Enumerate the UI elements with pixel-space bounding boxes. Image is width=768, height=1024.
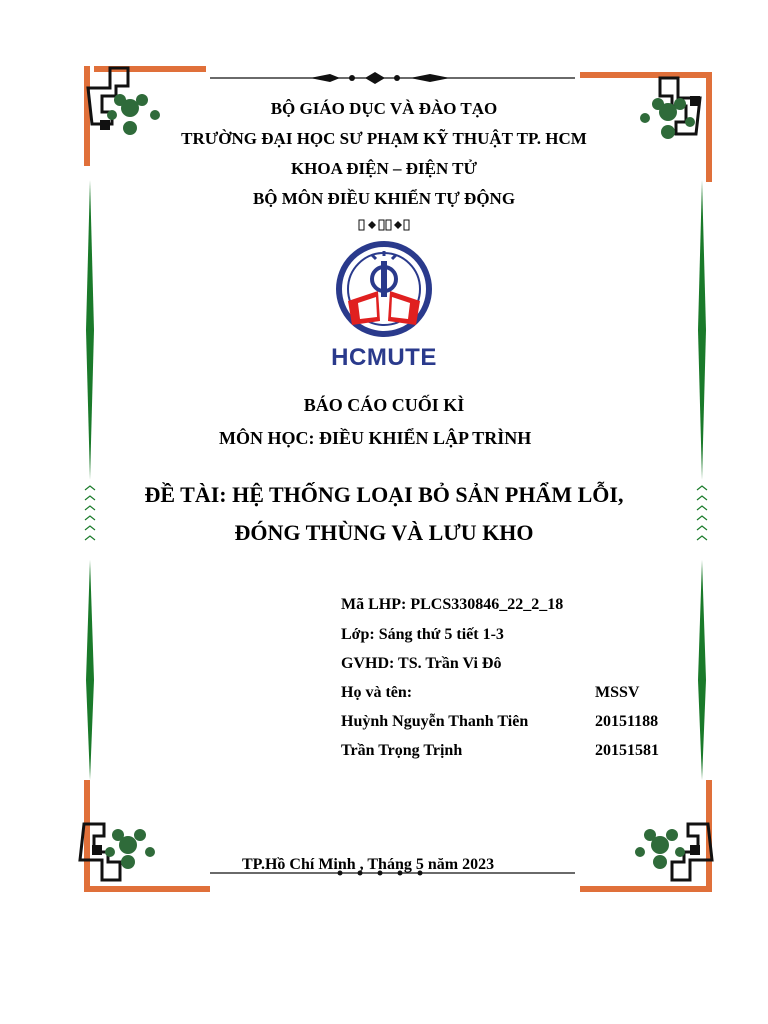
student-name: Trần Trọng Trịnh	[341, 742, 463, 759]
id-column-header: MSSV	[595, 684, 640, 701]
hcmute-emblem-icon	[328, 241, 440, 337]
hcmute-logo-text: HCMUTE	[331, 344, 437, 371]
university-name: TRƯỜNG ĐẠI HỌC SƯ PHẠM KỸ THUẬT TP. HCM	[181, 129, 587, 148]
class-time: Lớp: Sáng thứ 5 tiết 1-3	[341, 626, 504, 643]
top-ornament	[310, 72, 450, 84]
topic-title-line1: ĐỀ TÀI: HỆ THỐNG LOẠI BỎ SẢN PHẨM LỖI,	[144, 482, 624, 507]
corner-ornament-bottom-right	[580, 780, 712, 892]
faculty-name: KHOA ĐIỆN – ĐIỆN TỬ	[290, 159, 478, 178]
right-side-vine	[698, 180, 706, 780]
class-code: Mã LHP: PLCS330846_22_2_18	[341, 596, 564, 613]
department-name: BỘ MÔN ĐIỀU KHIỂN TỰ ĐỘNG	[252, 189, 516, 208]
place-date: TP.Hồ Chí Minh , Tháng 5 năm 2023	[242, 856, 495, 873]
name-column-header: Họ và tên:	[341, 684, 413, 701]
student-id: 20151188	[595, 713, 659, 730]
hcmute-logo	[328, 241, 440, 371]
corner-ornament-bottom-left	[80, 780, 210, 892]
student-id: 20151581	[595, 742, 659, 759]
left-side-vine	[86, 180, 94, 780]
topic-title-line2: ĐÓNG THÙNG VÀ LƯU KHO	[234, 520, 534, 545]
advisor: GVHD: TS. Trần Vi Đô	[341, 655, 502, 672]
student-name: Huỳnh Nguyễn Thanh Tiên	[341, 713, 529, 730]
header-ornament-icon	[358, 218, 410, 232]
ministry-name: BỘ GIÁO DỤC VÀ ĐÀO TẠO	[270, 99, 498, 118]
report-type: BÁO CÁO CUỐI KÌ	[303, 395, 465, 415]
subject-title: MÔN HỌC: ĐIỀU KHIỂN LẬP TRÌNH	[219, 428, 532, 448]
